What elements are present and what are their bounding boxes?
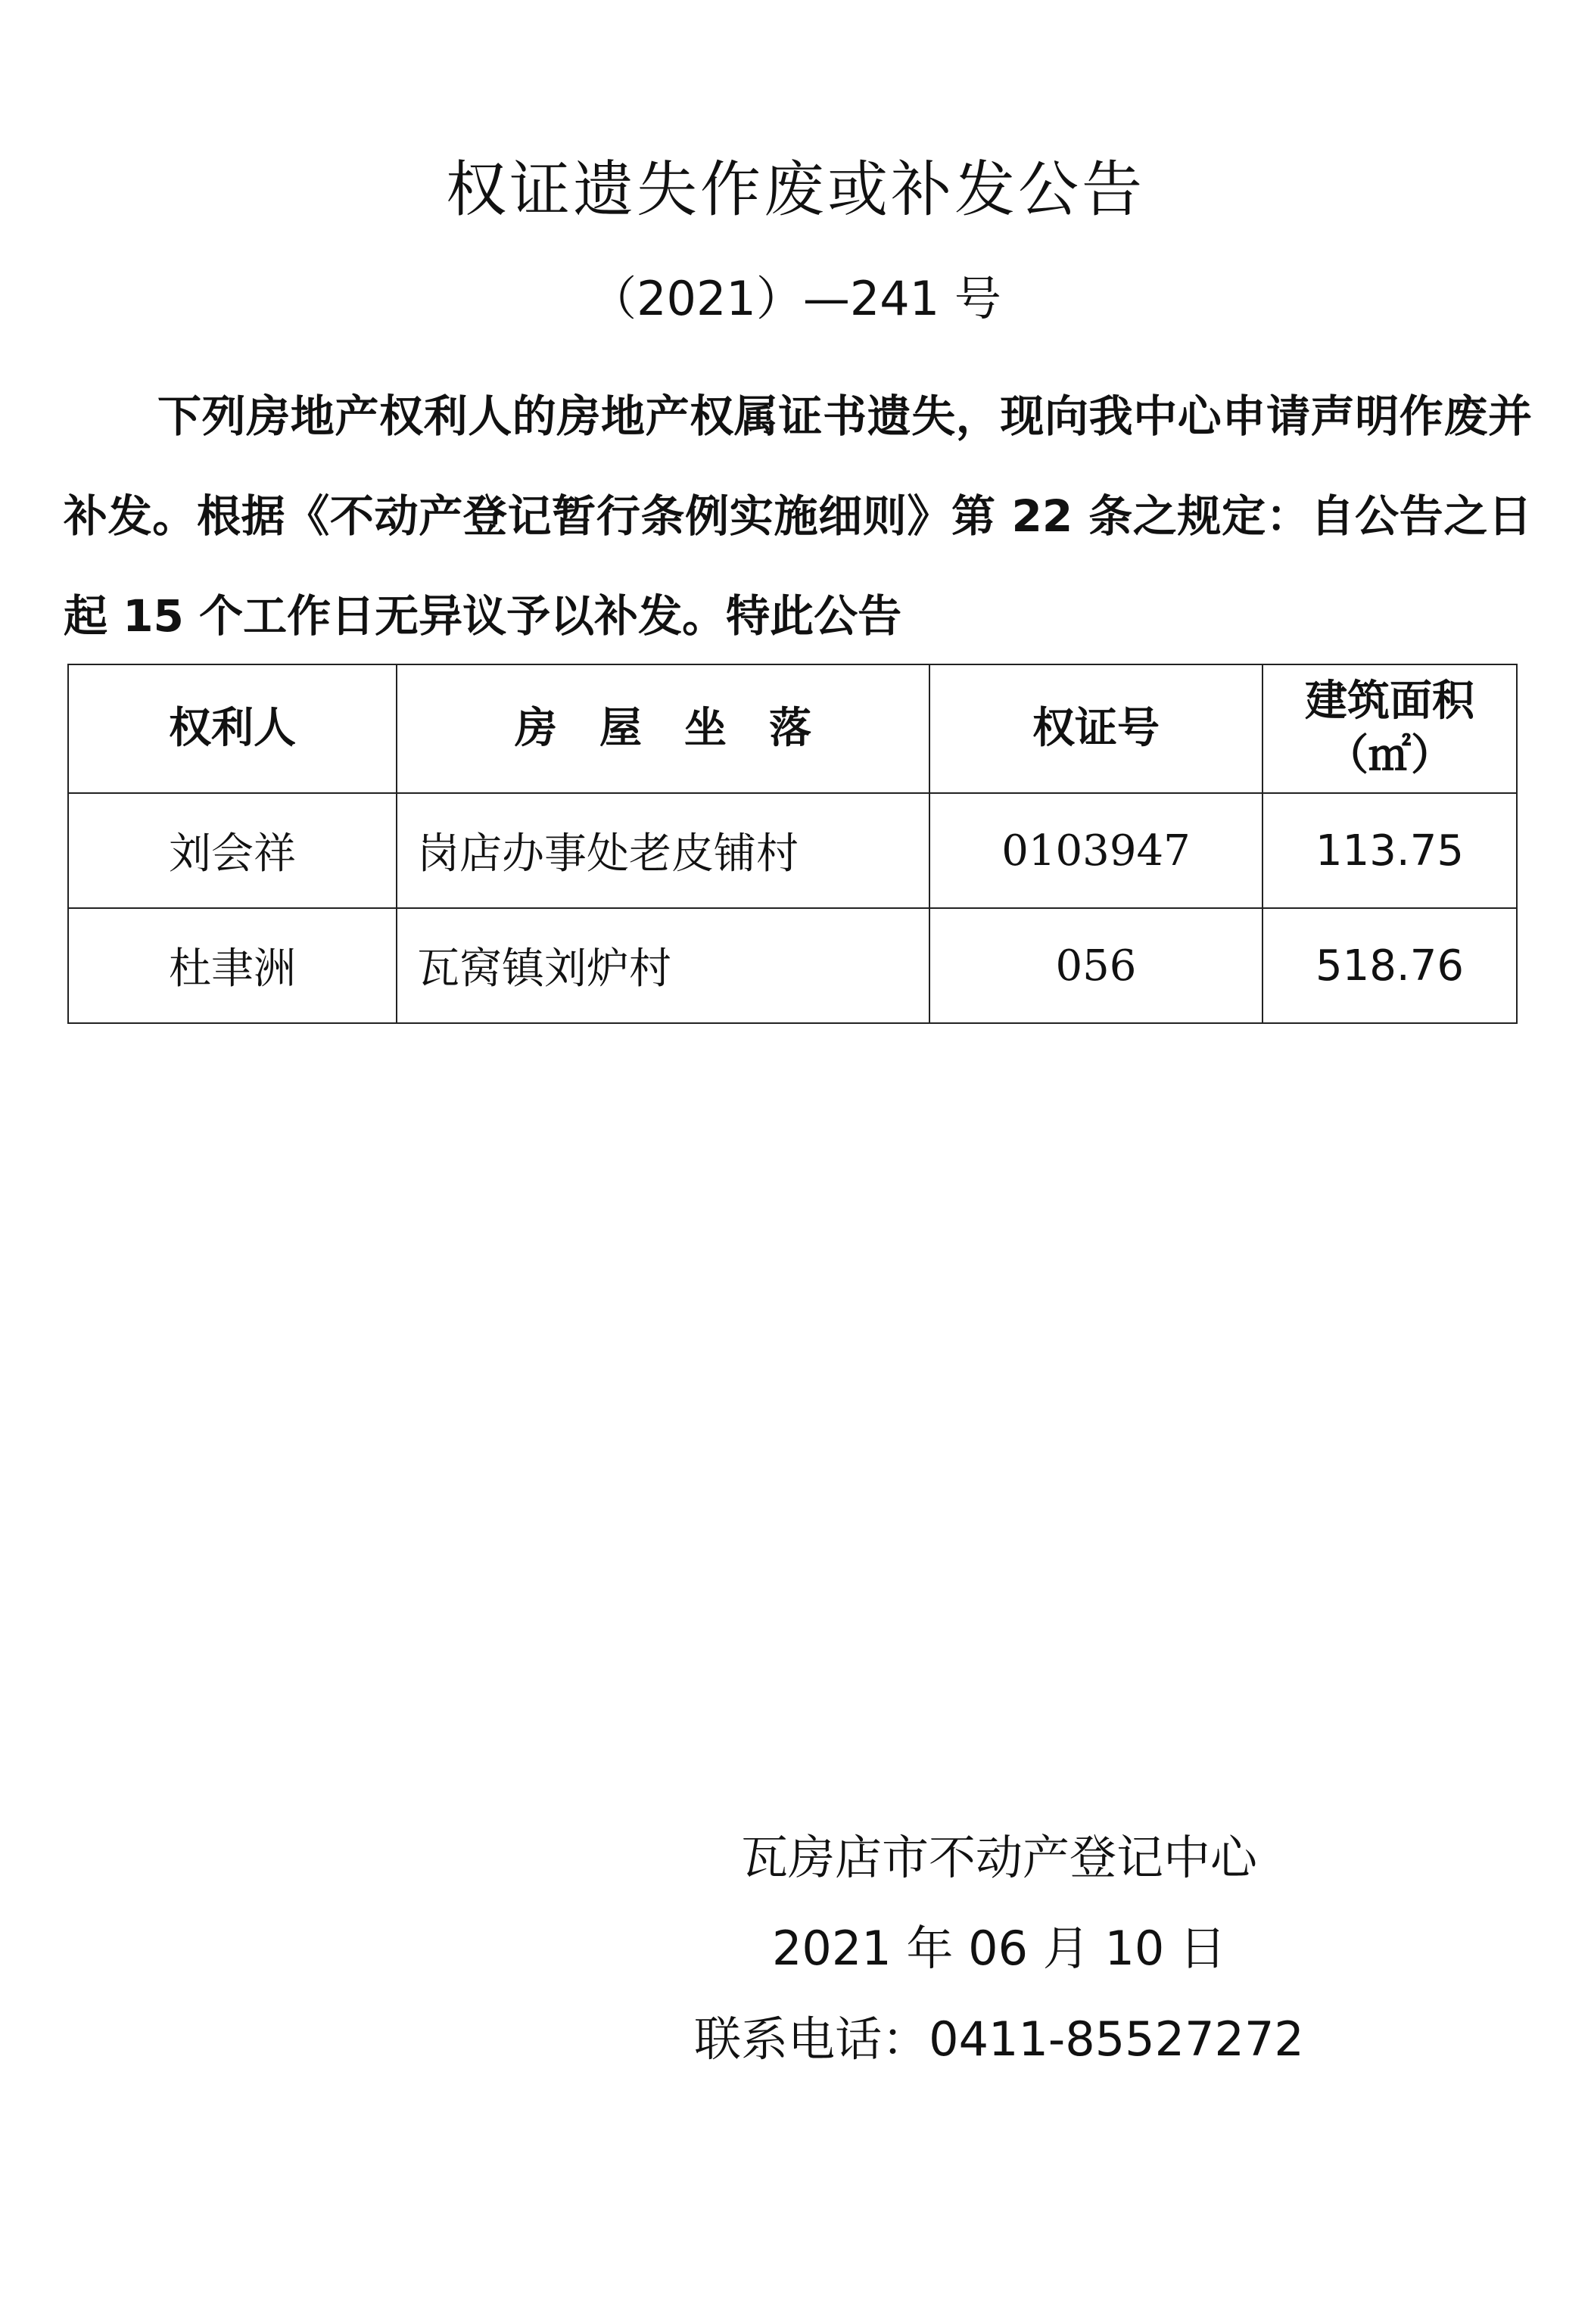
contact-phone: 联系电话：0411-85527272 — [694, 2011, 1304, 2067]
cell-area: 113.75 — [1263, 793, 1517, 908]
cell-cert-no: 056 — [929, 908, 1263, 1023]
table-row — [68, 793, 1517, 908]
table-row — [68, 908, 1517, 1023]
notice-title: 权证遗失作废或补发公告 — [446, 154, 1145, 225]
cell-location: 瓦窝镇刘炉村 — [397, 908, 929, 1023]
cell-area: 518.76 — [1263, 908, 1517, 1023]
header-area — [1263, 664, 1517, 793]
notice-body: 下列房地产权利人的房地产权属证书遗失，现向我中心申请声明作废并补发。根据《不动产登记暂行条例实施细则》第 22 条之规定：自公告之日起 15 个工作日无异议予以补发。特此公告 — [64, 390, 1532, 642]
cell-owner: 杜聿洲 — [68, 908, 397, 1023]
cell-cert-no: 0103947 — [929, 793, 1263, 908]
issue-date: 2021 年 06 月 10 日 — [771, 1921, 1227, 1976]
table-header-row — [68, 664, 1517, 793]
cell-owner: 刘会祥 — [68, 793, 397, 908]
header-area-label: 建筑面积 — [1305, 677, 1474, 726]
header-location: 房屋坐落 — [397, 664, 929, 793]
issuing-organization: 瓦房店市不动产登记中心 — [740, 1830, 1257, 1885]
header-owner: 权利人 — [68, 664, 397, 793]
header-area-unit: （㎡） — [1326, 731, 1453, 780]
cell-location: 岗店办事处老皮铺村 — [397, 793, 929, 908]
header-cert-no: 权证号 — [929, 664, 1263, 793]
document-number: （2021）—241 号 — [590, 271, 1001, 326]
property-table — [67, 664, 1518, 1024]
